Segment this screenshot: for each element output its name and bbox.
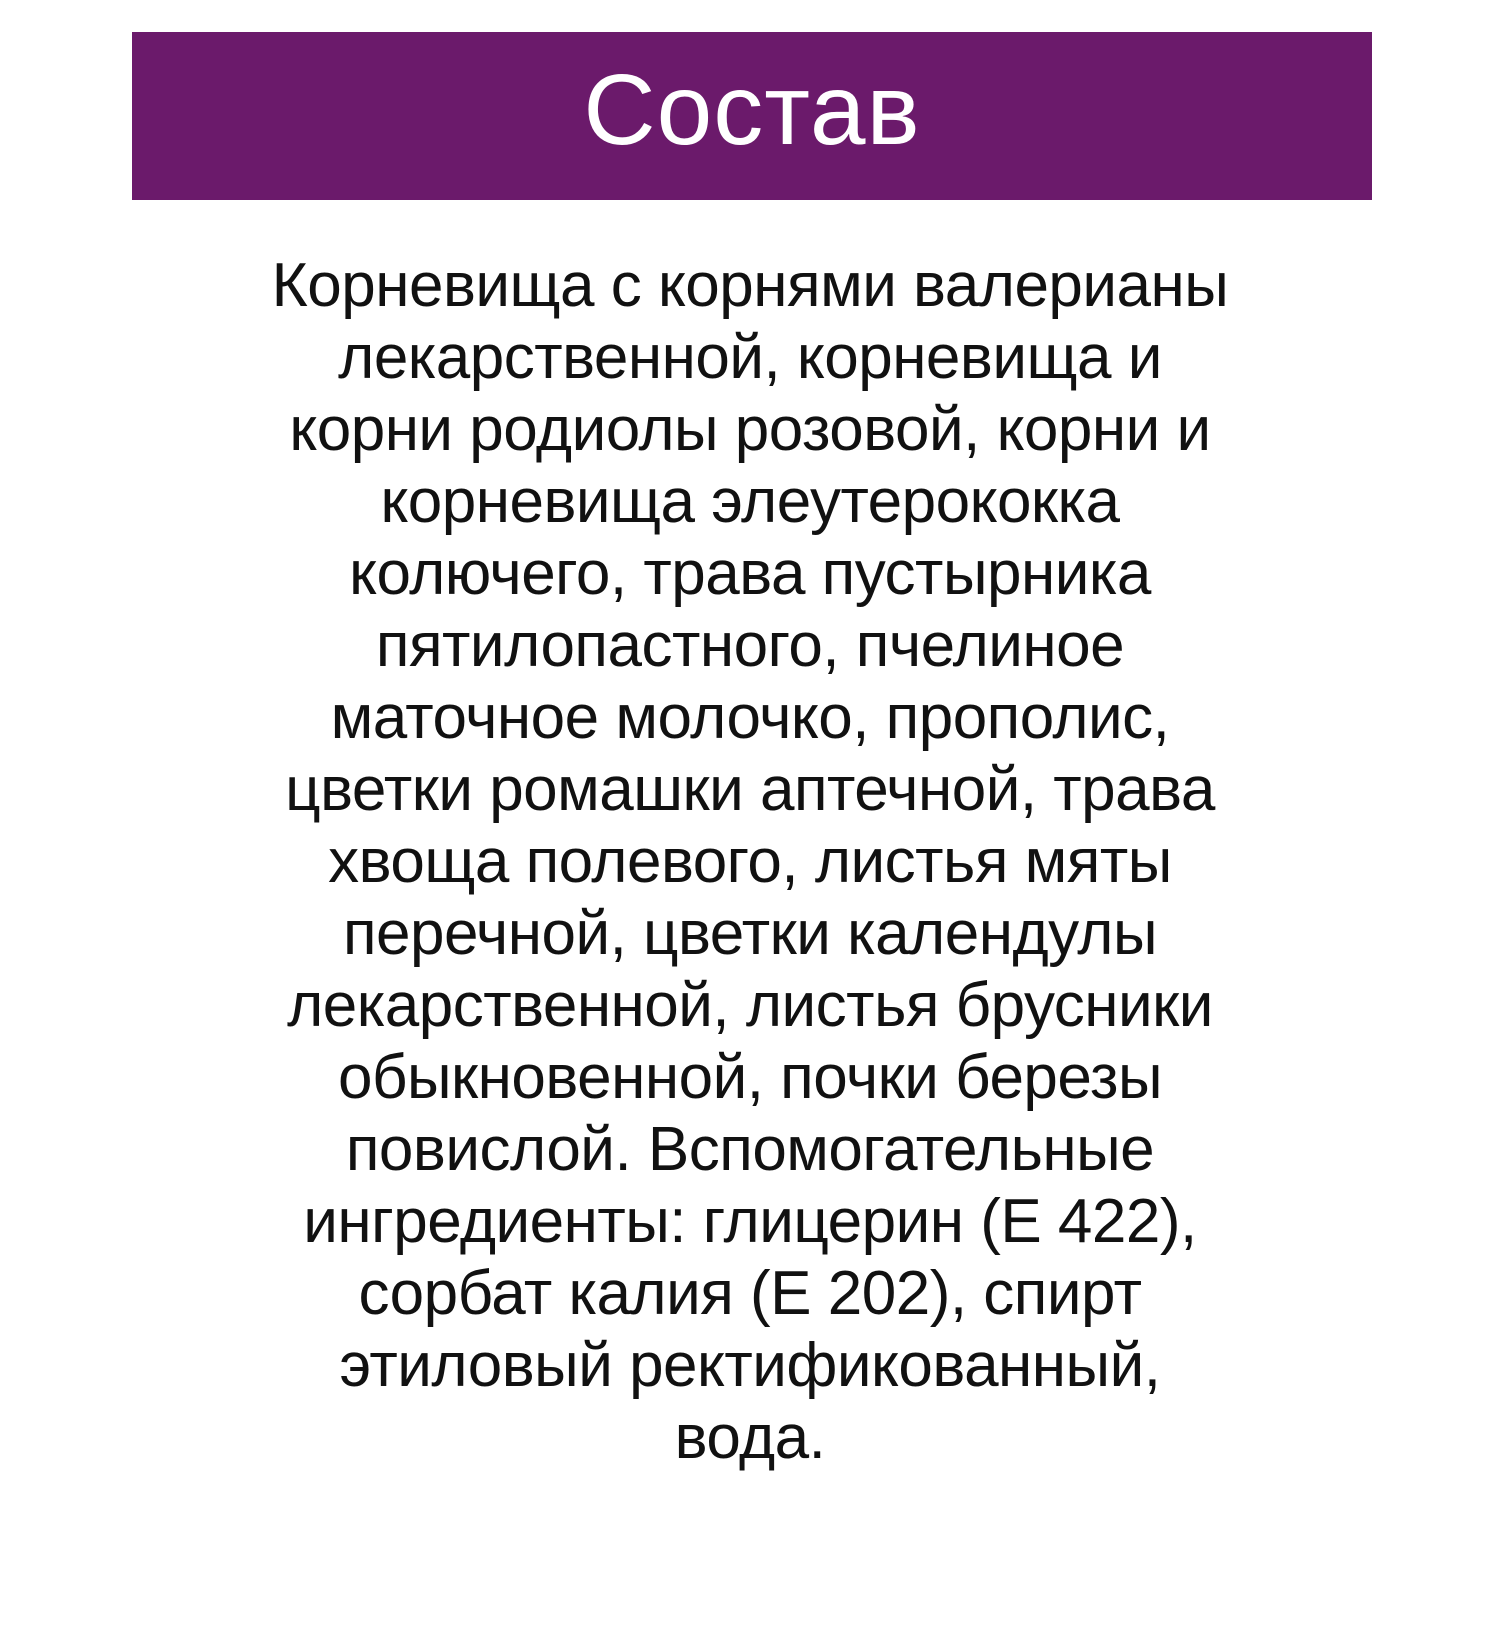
composition-line: пятилопастного, пчелиное — [375, 611, 1125, 680]
composition-line: корни родиолы розовой, корни и — [289, 395, 1211, 464]
composition-line: обыкновенной, почки березы — [337, 1043, 1163, 1112]
composition-line: лекарственной, листья брусники — [287, 971, 1213, 1040]
composition-line: цветки ромашки аптечной, трава — [285, 755, 1215, 824]
section-title: Состав — [583, 54, 921, 166]
composition-line: этиловый ректификованный, — [339, 1331, 1161, 1400]
composition-line: перечной, цветки календулы — [342, 899, 1158, 968]
composition-line: лекарственной, корневища и — [338, 323, 1162, 392]
section-header — [132, 32, 1372, 200]
composition-line: сорбат калия (Е 202), спирт — [358, 1259, 1142, 1328]
composition-line: вода. — [674, 1403, 826, 1472]
composition-line: маточное молочко, прополис, — [330, 683, 1170, 752]
composition-line: повислой. Вспомогательные — [345, 1115, 1155, 1184]
composition-line: Корневища с корнями валерианы — [271, 251, 1229, 320]
composition-line: корневища элеутерококка — [380, 467, 1120, 536]
composition-line: ингредиенты: глицерин (Е 422), — [303, 1187, 1197, 1256]
composition-line: колючего, трава пустырника — [349, 539, 1151, 608]
composition-text — [160, 250, 1340, 1474]
composition-line: хвоща полевого, листья мяты — [328, 827, 1172, 896]
